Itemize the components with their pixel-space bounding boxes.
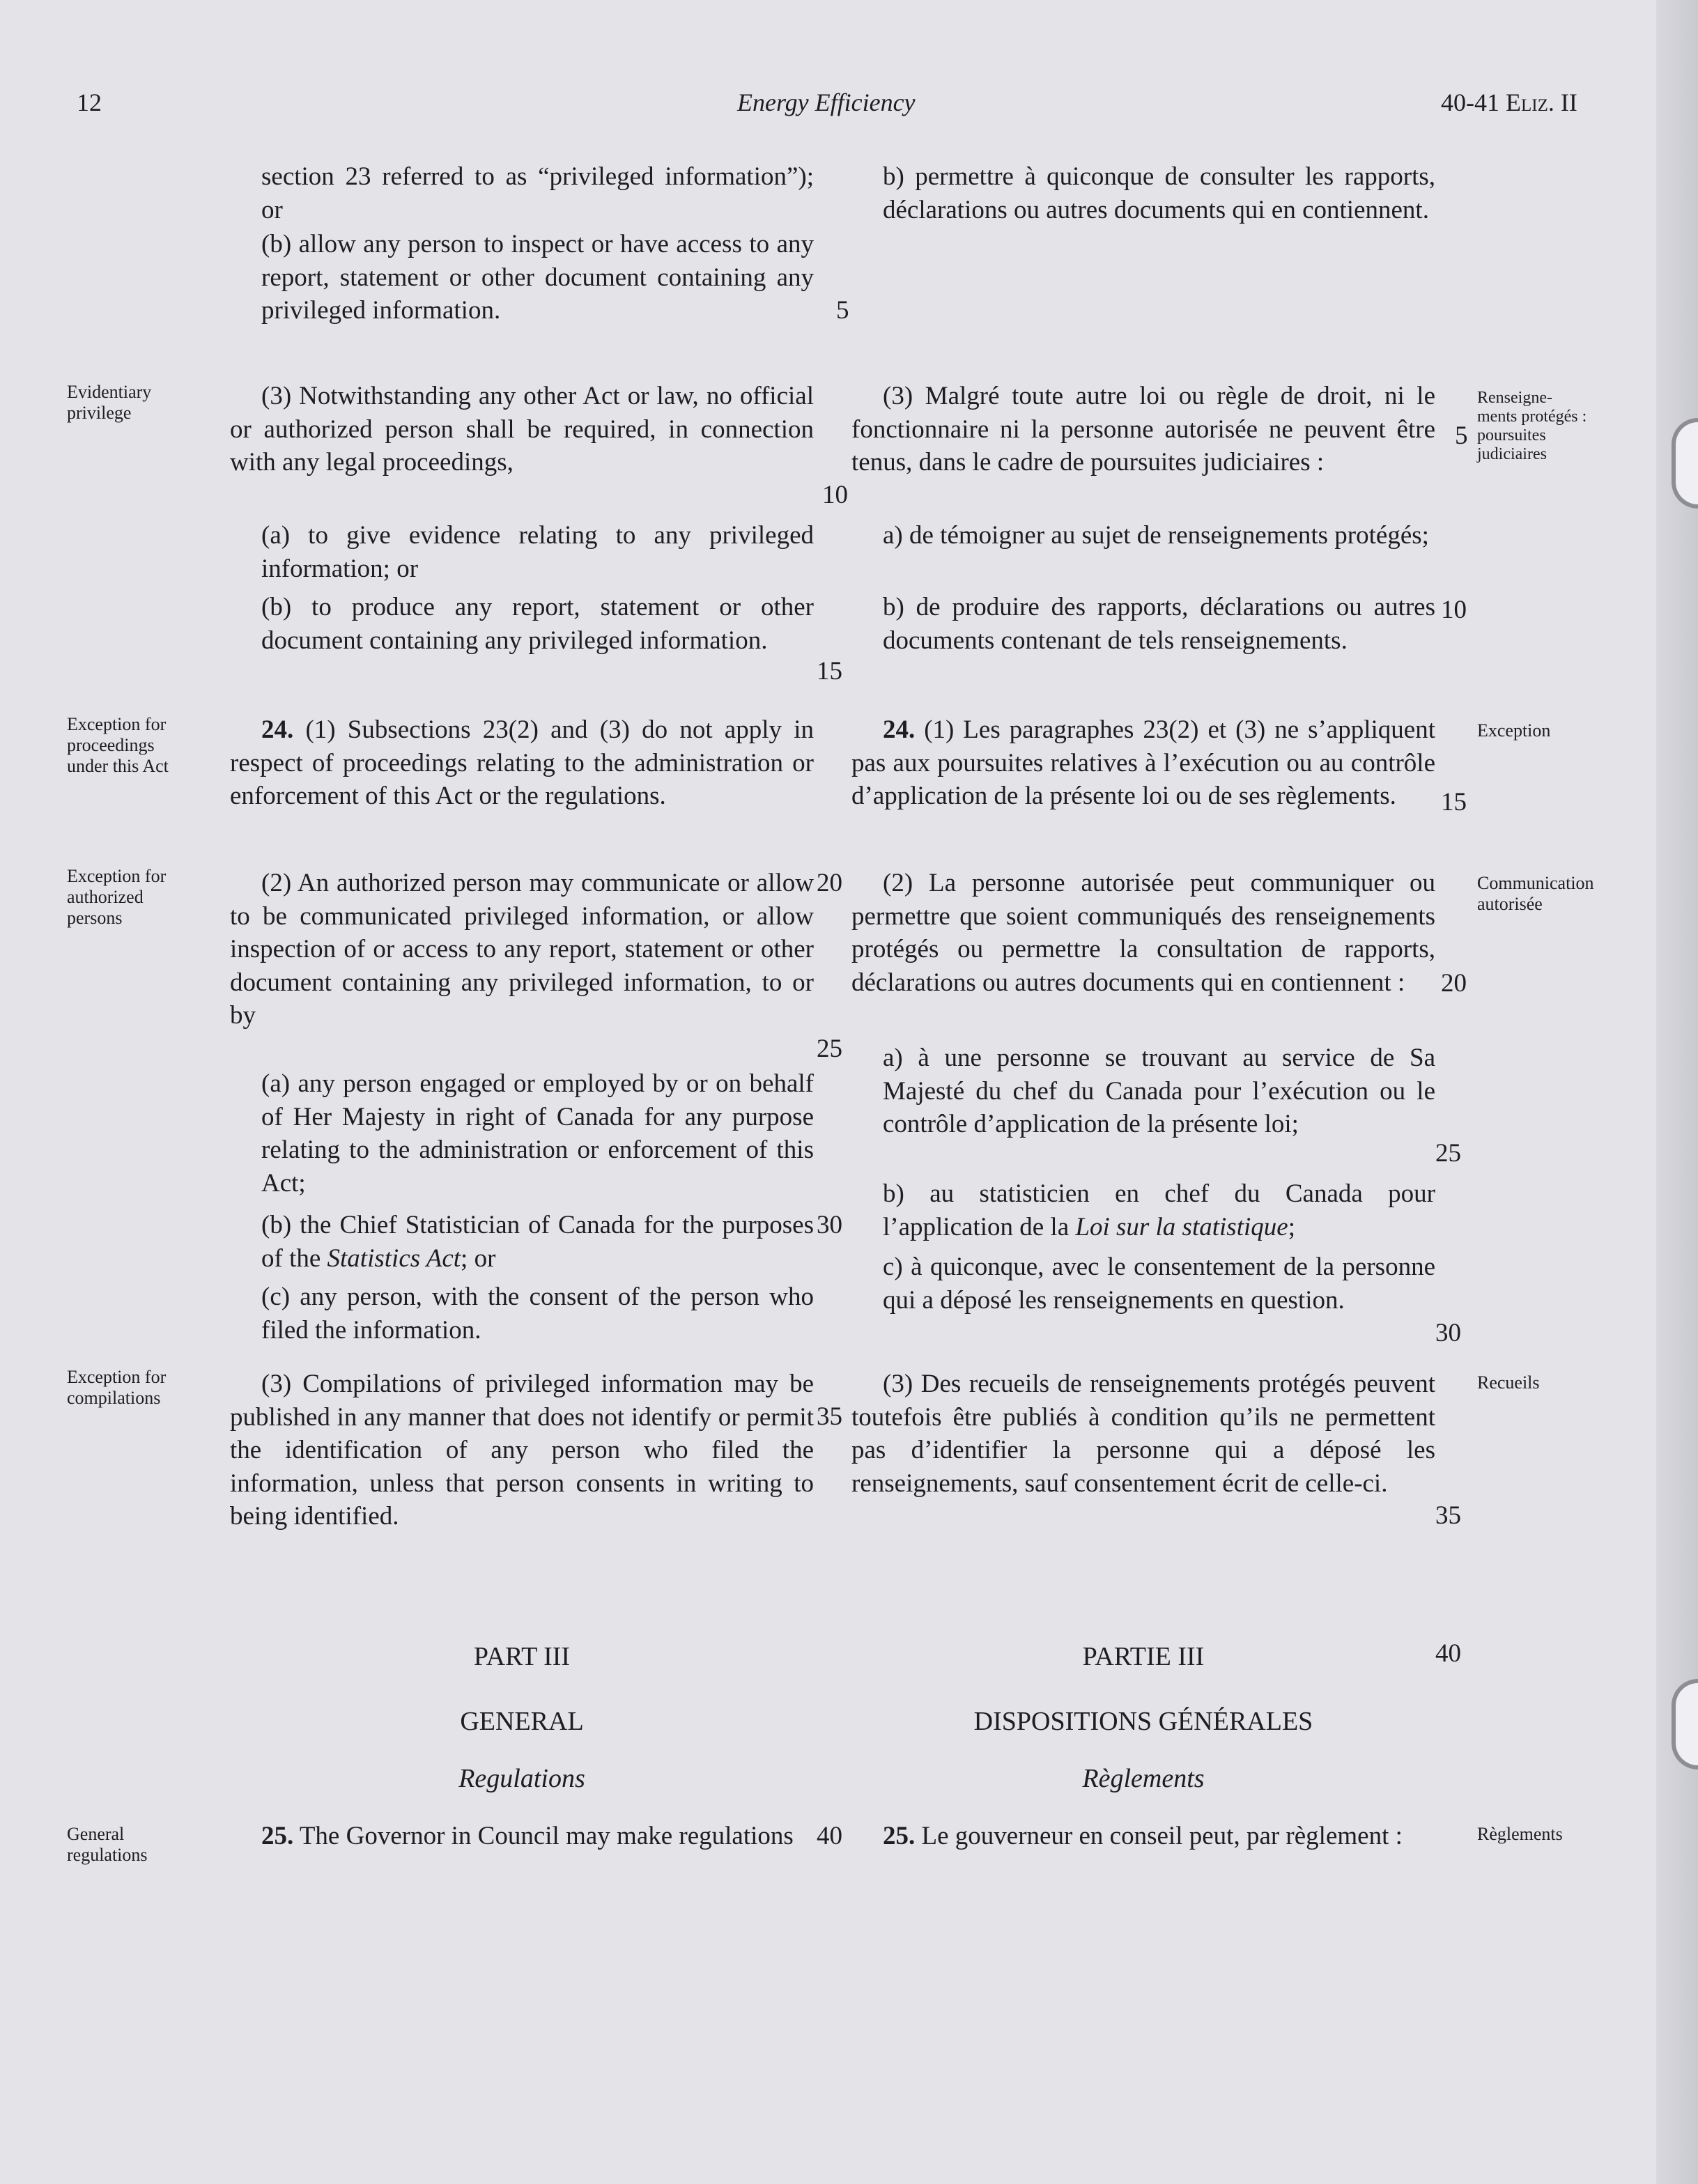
fr-line-number: 40 — [1435, 1639, 1461, 1668]
en-line-number: 30 — [817, 1211, 842, 1239]
fr-line-number: 20 — [1441, 969, 1467, 998]
margin-note-recueils: Recueils — [1477, 1372, 1540, 1393]
margin-note-exception-compilations: Exception for compilations — [67, 1367, 167, 1408]
margin-note-evidentiary-privilege: Evidentiary privilege — [67, 382, 152, 423]
en-general-heading: GENERAL — [460, 1707, 584, 1736]
fr-line-number: 15 — [1441, 788, 1467, 816]
en-section-24-2-b: (b) the Chief Statistician of Canada for the purposes of the Statistics Act; or — [261, 1211, 814, 1273]
en-section-24-1: 24. (1) Subsections 23(2) and (3) do not apply in respect of proceedings relating to the administration or enforcement of this Act or the regulations. — [230, 715, 814, 810]
en-regulations-heading: Regulations — [458, 1764, 585, 1793]
fr-subsection-23-3-a: a) de témoigner au sujet de renseignements protégés; — [883, 521, 1429, 550]
en-subsection-23-3-b: (b) to produce any report, statement or other document containing any privileged information. — [261, 593, 814, 655]
en-para-b: (b) allow any person to inspect or have access to any report, statement or other document containing any privileged information. — [261, 230, 814, 325]
fr-line-number: 35 — [1435, 1501, 1461, 1530]
fr-line-number: 10 — [1441, 596, 1467, 624]
running-title: Energy Efficiency — [737, 88, 916, 116]
page-number: 12 — [77, 88, 102, 116]
margin-note-exception-authorized: Exception for authorized persons — [67, 866, 167, 928]
fr-regulations-heading: Règlements — [1082, 1764, 1205, 1793]
margin-note-communication-autorisee: Communication autorisée — [1477, 873, 1594, 914]
margin-note-general-regulations: General regulations — [67, 1824, 148, 1865]
fr-subsection-23-3-b: b) de produire des rapports, déclarations ou autres documents contenant de tels renseignements. — [883, 593, 1435, 655]
fr-para-b: b) permettre à quiconque de consulter les rapports, déclarations ou autres documents qui en contiennent. — [883, 162, 1435, 224]
fr-general-heading: DISPOSITIONS GÉNÉRALES — [973, 1707, 1313, 1736]
regnal-year: 40-41 Eliz. II — [1441, 88, 1577, 116]
fr-section-24-2-c: c) à quiconque, avec le consentement de la personne qui a déposé les renseignements en question. — [883, 1253, 1435, 1315]
margin-note-exception-proceedings: Exception for proceedings under this Act — [67, 714, 169, 776]
en-section-24-2-a: (a) any person engaged or employed by or on behalf of Her Majesty in right of Canada for any purpose relating to the administration or enforcement of this Act; — [261, 1069, 814, 1198]
en-section-25: 25. The Governor in Council may make regulations — [261, 1822, 794, 1850]
fr-subsection-23-3: (3) Malgré toute autre loi ou règle de droit, ni le fonctionnaire ni la personne autorisée ne peuvent être tenus, dans le cadre de poursuites judiciaires : — [851, 382, 1435, 477]
en-line-number: 5 — [836, 296, 849, 325]
binder-ring-lower — [1672, 1679, 1698, 1769]
fr-line-number: 5 — [1455, 421, 1468, 450]
en-section-24-3: (3) Compilations of privileged information may be published in any manner that does not identify or permit the identification of any person who filed the information, unless that person consents in writing to being identified. — [230, 1370, 814, 1531]
margin-note-exception: Exception — [1477, 720, 1551, 741]
binder-ring-upper — [1672, 418, 1698, 509]
fr-section-24-2-b: b) au statisticien en chef du Canada pour l’application de la Loi sur la statistique; — [883, 1179, 1435, 1241]
en-line-number: 15 — [817, 657, 842, 686]
fr-line-number: 25 — [1435, 1139, 1461, 1168]
en-section-24-2: (2) An authorized person may communicate or allow to be communicated privileged information, or allow inspection of or access to any report, statement or other document containing any privileged information, to or by — [230, 869, 814, 1030]
fr-section-24-1: 24. (1) Les paragraphes 23(2) et (3) ne s’appliquent pas aux poursuites relatives à l’exécution ou au contrôle d’application de la présente loi ou de ses règlements. — [851, 715, 1435, 810]
fr-section-24-3: (3) Des recueils de renseignements protégés peuvent toutefois être publiés à condition qu’ils ne permettent pas d’identifier la personne qui a déposé les renseignements, sauf consentement écrit de celle-ci. — [851, 1370, 1435, 1498]
en-privileged-cont: section 23 referred to as “privileged information”); or — [261, 162, 814, 224]
en-line-number: 10 — [822, 481, 848, 509]
en-subsection-23-3-a: (a) to give evidence relating to any privileged information; or — [261, 521, 814, 583]
en-line-number: 20 — [817, 869, 842, 897]
en-subsection-23-3: (3) Notwithstanding any other Act or law, no official or authorized person shall be required, in connection with any legal proceedings, — [230, 382, 814, 477]
page-edge-shadow — [1656, 0, 1698, 2184]
en-line-number: 35 — [817, 1402, 842, 1431]
en-line-number: 25 — [817, 1035, 842, 1063]
fr-section-25: 25. Le gouverneur en conseil peut, par règlement : — [883, 1822, 1403, 1850]
fr-section-24-2-a: a) à une personne se trouvant au service de Sa Majesté du chef du Canada pour l’exécution ou le contrôle d’application de la présente loi; — [883, 1044, 1435, 1138]
margin-note-reglements: Règlements — [1477, 1824, 1563, 1844]
margin-note-renseignements-proteges: Renseigne- ments protégés : poursuites judiciaires — [1477, 389, 1587, 463]
fr-part-heading: PARTIE III — [1082, 1642, 1205, 1671]
en-line-number: 40 — [817, 1822, 842, 1850]
en-part-heading: PART III — [473, 1642, 571, 1671]
fr-line-number: 30 — [1435, 1319, 1461, 1347]
fr-section-24-2: (2) La personne autorisée peut communiquer ou permettre que soient communiqués des renseignements protégés ou permettre la consultation de rapports, déclarations ou autres documents qui en contiennent : — [851, 869, 1435, 997]
en-section-24-2-c: (c) any person, with the consent of the person who filed the information. — [261, 1283, 814, 1345]
